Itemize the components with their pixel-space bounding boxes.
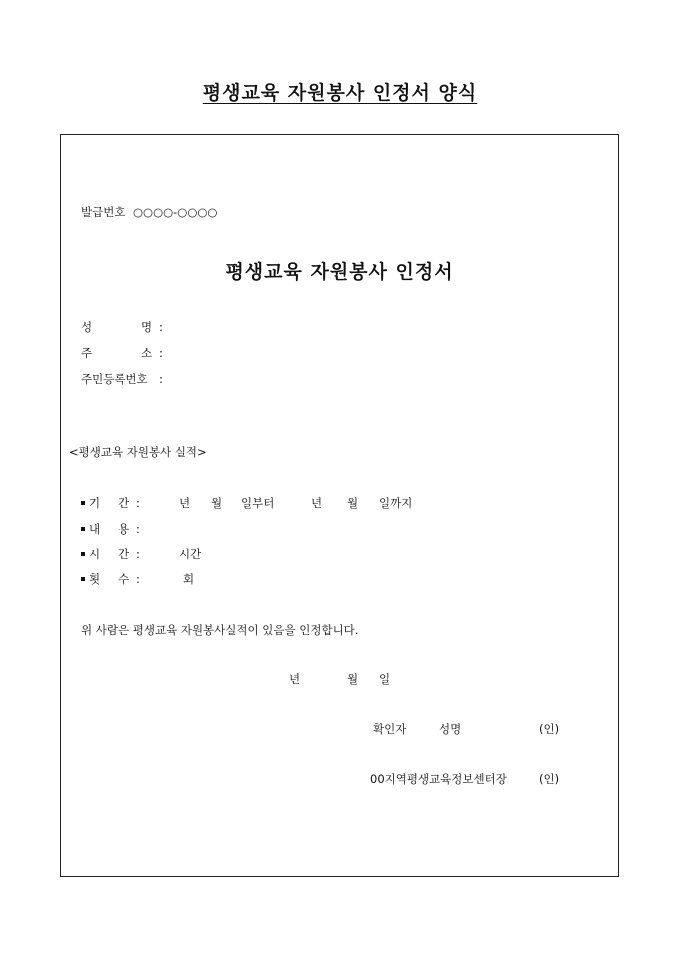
issue-number-label: 발급번호 (81, 205, 126, 219)
address-label-first: 주 (81, 346, 93, 360)
count-colon: : (136, 572, 140, 586)
confirmer-seal: (인) (539, 722, 560, 736)
name-label-second: 명 (141, 320, 153, 334)
count-unit: 회 (183, 572, 195, 586)
period-day-from: 일부터 (241, 496, 275, 510)
issue-number-value: ○○○○-○○○○ (133, 205, 218, 219)
period-day-to: 일까지 (379, 496, 413, 510)
period-year-to: 년 (311, 496, 323, 510)
page-title (0, 78, 680, 105)
name-colon: : (159, 320, 163, 334)
hours-label-second: 간 (118, 547, 130, 561)
content-colon: : (136, 522, 140, 536)
date-month: 월 (347, 672, 359, 686)
confirmer-label: 확인자 (373, 722, 407, 736)
center-head-label: 00지역평생교육정보센터장 (370, 772, 507, 786)
period-label-second: 간 (118, 496, 130, 510)
address-label-second: 소 (141, 346, 153, 360)
confirmer-name-label: 성명 (439, 722, 462, 736)
period-year-from: 년 (179, 496, 191, 510)
name-label-first: 성 (81, 320, 93, 334)
content-label-second: 용 (118, 522, 130, 536)
period-label-first: 기 (81, 496, 100, 510)
count-label-first: 횟 (81, 572, 100, 586)
date-day: 일 (379, 672, 391, 686)
period-month-from: 월 (211, 496, 223, 510)
count-label-second: 수 (118, 572, 130, 586)
resident-number-colon: : (159, 372, 163, 386)
page-title-text: 평생교육 자원봉사 인정서 양식 (202, 82, 478, 104)
section-heading: <평생교육 자원봉사 실적> (69, 445, 207, 459)
certificate-title: 평생교육 자원봉사 인정서 (225, 261, 454, 283)
hours-colon: : (136, 547, 140, 561)
resident-number-label: 주민등록번호 (81, 372, 148, 386)
period-colon: : (136, 496, 140, 510)
certification-statement: 위 사람은 평생교육 자원봉사실적이 있음을 인정합니다. (81, 623, 359, 637)
center-head-seal: (인) (539, 772, 560, 786)
certificate-form (60, 134, 619, 877)
address-colon: : (159, 346, 163, 360)
hours-unit: 시간 (179, 547, 202, 561)
hours-label-first: 시 (81, 547, 100, 561)
period-month-to: 월 (347, 496, 359, 510)
content-label-first: 내 (81, 522, 100, 536)
date-year: 년 (289, 672, 301, 686)
